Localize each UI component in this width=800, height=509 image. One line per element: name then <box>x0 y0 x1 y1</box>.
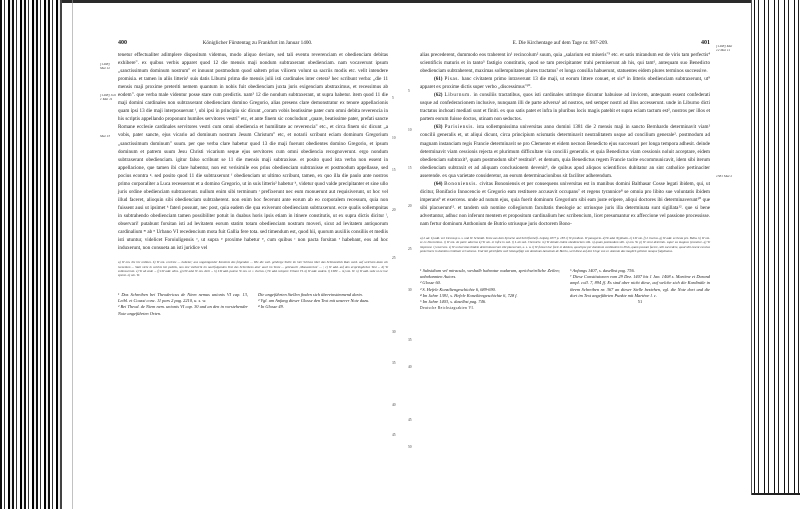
line-number: 10 <box>392 136 396 140</box>
notes-column-2 <box>570 268 710 312</box>
paragraph: tenetur effectualiter adimplere dispositum videmus, modo aliquo deviare, sed tali eventu reverenciam et obedienciam debitas exhibere". ex quibus verbis apparet quod 12 die mensis maji nondum subtraxerant obedienciam. nam vocaverunt ipsum „sanctissimum dominum nostrum" et innuunt postmodum quod saltem prius vilicem volunt sa sacriis modis etc. velit intendere promisia. et tamen in aliis litteris¹ suis datis Liburni prima die mensis julii isti cardinales inter cetera² hec scribunt verba: „die 11 mensis maji proxime preteriti nemem quantum in nobis fuit obedienciam juxta juris exigenciam abstraximus, et recessimus ab eodem". que verba male videntur posse stare cum predictis. nam³ 12 die nondum subtraxerant, ut supra habetur. item quod 11 die maji domini cardinales non subtraxerant obedienciam domino Gregorio, alias presens clare demonstratur ex tenore appellacionis quam ipsi 13 die maji interposuerunt ᶠ, ubi ipsi in principio sic dicunt „coram vobis beatissime pater cum omni debita reverencia in his scriptis appellando proponunt humiles servitores vestri" etc, et ante finem sic concludunt „quare, beatissime pater, prefati sancte Romane ecclesie cardinales servitores vestri cum omni obediencia et humilitate ac reverencia" etc., et circa finem sic dicunt „a vobis, pater sancte, ejus vicario ad dominum nostrum Jesum Christum" etc, et notarii scribunt eciam dominum Gregorium „sanctissimum dominum" suum. per que verba clare habetur quod 13 die maji fuerunt obedientes domino Gregorio, et ipsum dominum et patrem suum Jesu Christi vicarium seque ejus servitores cum omni obediencia recognoverunt. ergo nondum subtraxerant obedienciam. igitur falso scribunt se 11 die mensis maji subtraxisse. et posito quod ista verba non essent in appellacione, que tamen ibi clare habentur, non est verisimile eos prius obedienciam subtraxisse et postmodum appellasse, sed pocius econtra ᵍ. sed posito quod 11 die subtraxerunt ᶠ obedienciam ut ultimo scribunt, tamen, ex quo illa die paulo ante nostros primo corporaliter a Luca recesserunt et a domino Gregorio, ut in suis litteris² habetur ʰ, videtur quod valde precipitanter et sine ullo juris ordine obedienciam subtraxerunt. nullum enim sibi terminum ᶦ prefixerunt nec eum monuerunt aut requisiverunt, ut hoc vel illud faceret, alioquin sibi obedienciam subtraherent. non enim hoc fecerunt ante eorum ab eo corporalem recessum, quia non fuissent ausi ut ipsimet ᵏ fateri possunt, nec post, quia eadem die qua exiverunt obedienciam subtraxerunt. ecce qualis sollempnitas in subtrahendo obedienciam tamen possibiliter potuit in duabus horis ipsis etiam in itinere constitutis, ut ex supra dictis dicitur ˡ, observari! putabunt forsitan isti ad levitatem eorum statim totam obedienciam nostram moveri, sicut ad levitatem antiquorum cardinalium ᵐ ab ⁿ Urbano VI recedencium mota fuit Gallia fere tota. sed timendum est, quod hii, quorum auxiliis consiliis et mediis isti utuntur, videlicet Foroiuligensis ᵒ, ut supra ᵖ proxime habetur ᵠ, cum quibus ʳ non pacta forsitan ˢ habebant, eos ad hoc induxerunt, non consueta an isti juridice vel <box>118 52 388 252</box>
line-number: 50 <box>408 445 412 449</box>
main-text <box>420 51 710 228</box>
line-number: 5 <box>392 96 394 100</box>
running-title: E. Die Kirchentage auf dem Tage nr. 987-209. <box>512 40 609 46</box>
gutter-line <box>72 0 73 509</box>
main-text <box>118 51 388 252</box>
line-number: 35 <box>408 338 412 342</box>
critical-apparatus: a) W om. bis hic ordines. b) W om. ecclesie — habetur; aus ungenügender Kenntnis des folgenden ... Wie die weil. gehörige Stelle im hier Schluss über das Schlussstück Rats werd. auf welchem dann ein Genetium ... Statt viele in solchis bei peditis, non nisi vielleicht im nachfolgenden Text des Schreibens aber auch im Texte ... gebraucht ‚Monasterium‘ ... ; c) W add. auf den ursprünglichen Text ... d) W subtraxerunt. e) W ab ende ... f) LW add. ultra. g) LW add. W om. dicit ... h) LW add. patent. W om. ut = clarius. i) W add. tempore Urbani VI. k) W add. eadem. l) LWW ... m) om. W. n) W add. sede ut ex hoc sperat. o) om. W. <box>118 260 388 278</box>
line-number: 30 <box>392 330 396 334</box>
footnote: ² Bei Theod. de Niem nem. unionis VI cap. 30 und an den in vorstehender Note angeführten Orten. <box>118 304 248 316</box>
line-number: 20 <box>408 204 412 208</box>
book-page-edges-right <box>751 0 800 495</box>
critical-apparatus: a) L ad. b) add. vel. Decosop u. s. und W. Schmidt. Texte aus dem Spruche und Schriftenheft. Leipzig 1877 p. 183 c) W predicat. W panegerio. d) W add. Nypilatio. e) LW om. f) L tractus. g) W add. ecclesia pre. Bulla. h) W om. se ex Decontinus. i) W om. de parte adversa k) W om. et infra in sed. l) L ab sed. Chronicle. m) W deinde eidem obediencium sibi. n) quam postmodum sibi. o) om. W. p) W sicut determin. super ea magnos tyrannice. q) W imperant. r) exercens. s) W universitas ibidem determinaverunt sibi placuerunt, u. s. w. t) W fuisset hoc forte et dubium, quod ipse per dominum cardinalem in Pisis, quam possunt facere, sibi succedere, quod sibi essent cunctas posteriores in dominio remittant vel subesse. Und mit gleichfalls weit hinzugefügt wie dominum Antonium de Butrio, weil diese auf den Unge von et. Antonio das maglich gelisten nunque fulgebanus. <box>420 236 710 254</box>
footnote: ¹ Subsidium vel miracula, weshalb habeatur nudarum, sprichwörtliche Zeilen; unbekannten Autors. <box>420 267 560 279</box>
footnote: ¹ Das Schreiben bei Theodericus de Niem nemus unionis VI cap. 13, Leibl. et Coussi conc. 11 pars 2 pag. 2210, u. s. w. <box>118 291 248 304</box>
imprint: Deutsche Reichstagsakten VI. <box>420 306 475 311</box>
line-number: 30 <box>408 288 412 292</box>
margin-note: [1408] Mai 12 Mai 11 <box>716 44 733 52</box>
section-liburnum: (62) Liburnum. in consiliis tractatibus, quos isti cardinales utrimque dicuntur habuisse ad invicem, antequam essent confederati usque ad confederacionem inclusive, nunquam illi de parte adversa¹ ad nostros, sed semper nostri ad illos accesserunt. unde in Liburno dicti tractatus inchoati mediati sunt et finiti. ex quo satis patet et infra in pluribus locis magis patebit et supra eciam tactum est², nostros per illos et partem eorum fuisse doctos, utinam non seductos. <box>420 92 710 123</box>
line-number: 25 <box>408 247 412 251</box>
right-page-header <box>420 40 710 46</box>
section-heading: Pisas. <box>444 76 460 83</box>
section-heading: Parisiensis. <box>444 124 475 131</box>
margin-note: [1408] Juli 1 Mai 11 <box>100 93 116 101</box>
line-number: 15 <box>392 168 396 172</box>
margin-note: 1381 Mai 2 <box>716 174 733 178</box>
line-number: 45 <box>408 418 412 422</box>
right-page <box>420 40 710 312</box>
line-number: 25 <box>392 256 396 260</box>
footnote: ⁷ Diese Constituionen vom 29 Dez. 1407 bis 1 Jan. 1408 s. Martène et Durand ampl. coll. 7, 894 ff. Es sind aber nicht diese, auf welche sich die Kardinäle in ihrem Schreiben nr. 367 an dieser Stelle beziehen, vgl. die Note dort und die dort im Text angeführten Punkte mit Martène l. c. <box>570 273 710 298</box>
line-number: 10 <box>408 128 412 132</box>
section-pisas: (61) Pisas. hanc civitatem primo intraverunt 13 die maji, ut eorum littere conuet, et sic⁸ in litteris obedienciam subtraxerunt, ut⁹ apparet ex proxime dictis super verbo „discessimus"¹⁰. <box>420 76 710 91</box>
left-page-header <box>118 40 388 46</box>
footnote: ⁶ Anfangs 1407, s. daselbst pag. 756. <box>570 267 635 273</box>
footnote: ⁴ Im Jahre 1381, s. Hefele Konziliengeschichte 6, 728 f. <box>420 292 518 298</box>
section-parisiensis: (63) Parisiensis. ista sollempnissima universitas anno domini 1381 die 2 mensis maji in sancto Bernhardo determinavit viam¹ concilii generalis et, ut aliqui dicunt, circa principium scismatis determinavit neutralitatem usque ad concilium generale². postmodum ad magnam instanciam regis Francie determinavit se pro Clemente et eidem necnon Benedicto ejus successori per longa tempora adhesit. deinde determinavit viam cessionis rejecta et plurimum difficultate via concilii generalis. et quia Benedictus viam cessionis noluit acceptare, eidem obedienciam subtraxit³, quam postmodum sibi⁴ restituit⁵. et demum, quia Benedictus regem Francie tacite excommunicavit, idem sibi iterum obedienciam subtraxit et ad aliquam conclusionem devenit⁶, de quibus apud aliquos scientificos dubitatur an sint catholice pertinaciter asserende. ex qua varietate consideretur, an eorum determinacionibus sit faciliter adherendum. <box>420 124 710 179</box>
historical-notes <box>118 292 388 317</box>
section-heading: Bononiensis. <box>444 180 478 187</box>
line-number: 15 <box>408 166 412 170</box>
notes-column-2 <box>258 292 388 317</box>
book-page-edges-left <box>0 0 60 509</box>
section-heading: Liburnum. <box>444 92 472 99</box>
signature-mark: 51 <box>637 299 643 305</box>
line-number: 20 <box>392 208 396 212</box>
page-number: 400 <box>118 40 127 46</box>
footnote: ³ S. Hefele Konziliengeschichte 6, 689-690. <box>420 286 496 292</box>
line-number: 35 <box>392 361 396 365</box>
footnote: ⁵ Im Jahre 1403, s. daselbst pag. 746. <box>420 299 487 305</box>
margin-note: Mai 13 <box>100 134 111 138</box>
historical-notes <box>420 268 710 312</box>
line-number: 40 <box>392 403 396 407</box>
line-number: 45 <box>392 433 396 437</box>
line-number: 5 <box>408 89 410 93</box>
footnote: ³ Vgl. am Anfang dieser Glosse den Text mit unserer Note dazu. <box>258 298 370 304</box>
footnote: ⁴ In Glosse 49. <box>258 304 284 310</box>
scan-top-edge <box>0 0 800 3</box>
footnote: ² Glosse 60. <box>420 280 441 286</box>
running-title: Königlicher Fürstentag zu Frankfurt im Januar 1400. <box>202 40 313 46</box>
notes-column-1 <box>420 268 560 312</box>
notes-column-1 <box>118 292 248 317</box>
paragraph: alias precederent, dummodo eos traherent in¹ recincolum² suum, quia „salarium est miseris"³ etc. et satis mirandum est de viris tam perfectis⁴ scientificis maturis et in tanto⁵ fastigio constitutis, quod se tam precipitanter trahi permiserunt ab his, qui tam⁶, antequam suo Benedicto obedienciam subtraherent, maximas sollempnitates plures tractatus⁷ et longa consilia habuerunt, statuentes eidem plures terminos successive. <box>420 52 710 75</box>
margin-note: [1408] Mai 12 <box>100 62 111 70</box>
footnote: Die angeführten Stellen finden sich übereinstimmend darin. <box>258 291 363 297</box>
section-bononiensis: (64) Bononiensis. civitas Bononiensis et per consequens universitas est in manibus domini Balthasar Cosse legati ibidem, qui, ut dicitur, Bonifacio Innocencio et Gregorio eam restituere accusavit occupans⁷ et regens tyrannice⁸ se omnia pro libito sue voluntatis ibidem imperans⁹ et exercens. unde ad nutum ejus, quia fuerit dominum Gregorium sibi eam juste eripere, aliqui doctores ibi determinaverunt¹⁰ que sibi placuerunt¹¹. et tandem sub nomine collegiorum facultatis theologie ac utriusque juris illa determinata sunt sigillata¹². que si bene advertantur, adhuc non inferunt mentem et propositum cardinalium hec scribencium, licet presumantur ex affeccione vel passione processisse. nam fertur dominum Anthonium de Butrio utriusque juris doctorem Bono- <box>420 180 710 227</box>
left-page <box>118 40 388 317</box>
line-number: 40 <box>408 365 412 369</box>
page-number: 401 <box>701 40 710 46</box>
